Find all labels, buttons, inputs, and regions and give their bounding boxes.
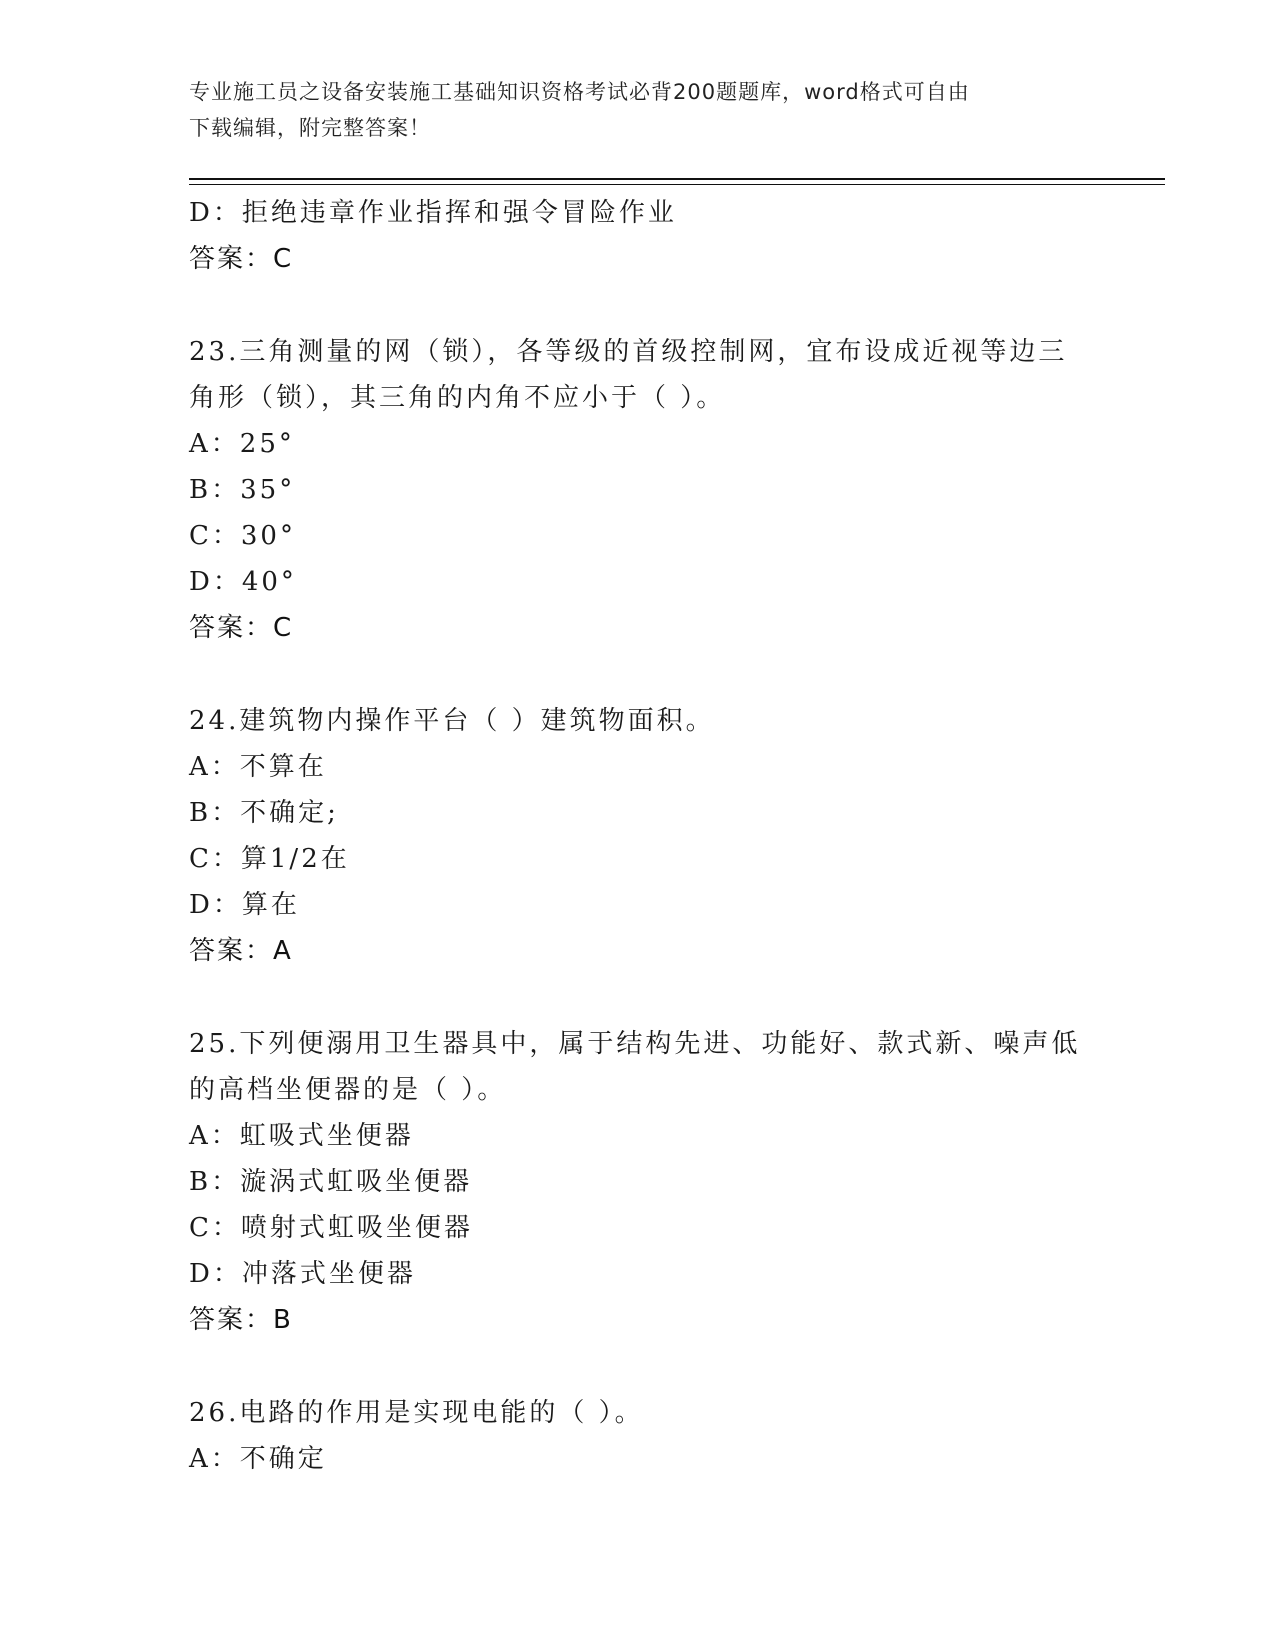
question-stem-line-1: 23.三角测量的网（锁），各等级的首级控制网，宜布设成近视等边三 bbox=[189, 337, 1068, 367]
option-a: A：不算在 bbox=[189, 752, 327, 782]
option-d: D：拒绝违章作业指挥和强令冒险作业 bbox=[189, 198, 677, 228]
question-list bbox=[189, 190, 1089, 1482]
option-b: B：35° bbox=[189, 475, 296, 505]
question-26 bbox=[189, 1390, 1089, 1482]
question-22-tail bbox=[189, 190, 1089, 282]
question-stem-line-1: 26.电路的作用是实现电能的（ ）。 bbox=[189, 1398, 644, 1428]
question-24 bbox=[189, 698, 1089, 974]
option-b: B：漩涡式虹吸坐便器 bbox=[189, 1167, 473, 1197]
question-stem-line-1: 25.下列便溺用卫生器具中，属于结构先进、功能好、款式新、噪声低 bbox=[189, 1029, 1081, 1059]
option-c: C：算1/2在 bbox=[189, 844, 350, 874]
document-header bbox=[189, 74, 1089, 146]
question-stem-line-1: 24.建筑物内操作平台（ ）建筑物面积。 bbox=[189, 706, 715, 736]
header-line-2: 下载编辑，附完整答案！ bbox=[189, 116, 431, 140]
question-23 bbox=[189, 329, 1089, 651]
answer-line: 答案：C bbox=[189, 613, 294, 643]
option-d: D：冲落式坐便器 bbox=[189, 1259, 416, 1289]
option-a: A：虹吸式坐便器 bbox=[189, 1121, 414, 1151]
option-a: A：不确定 bbox=[189, 1444, 327, 1474]
option-b: B：不确定; bbox=[189, 798, 339, 828]
option-c: C：30° bbox=[189, 521, 296, 551]
question-stem-line-2: 的高档坐便器的是（ ）。 bbox=[189, 1075, 507, 1105]
header-rule-thin bbox=[189, 184, 1165, 185]
header-rule-thick bbox=[189, 178, 1165, 180]
answer-line: 答案：B bbox=[189, 1305, 293, 1335]
option-c: C：喷射式虹吸坐便器 bbox=[189, 1213, 473, 1243]
question-stem-line-2: 角形（锁），其三角的内角不应小于（ ）。 bbox=[189, 383, 726, 413]
option-d: D：算在 bbox=[189, 890, 300, 920]
option-a: A：25° bbox=[189, 429, 295, 459]
option-d: D：40° bbox=[189, 567, 297, 597]
answer-line: 答案：A bbox=[189, 936, 293, 966]
answer-line: 答案：C bbox=[189, 244, 294, 274]
question-25 bbox=[189, 1021, 1089, 1343]
header-line-1: 专业施工员之设备安装施工基础知识资格考试必背200题题库，word格式可自由 bbox=[189, 80, 970, 104]
